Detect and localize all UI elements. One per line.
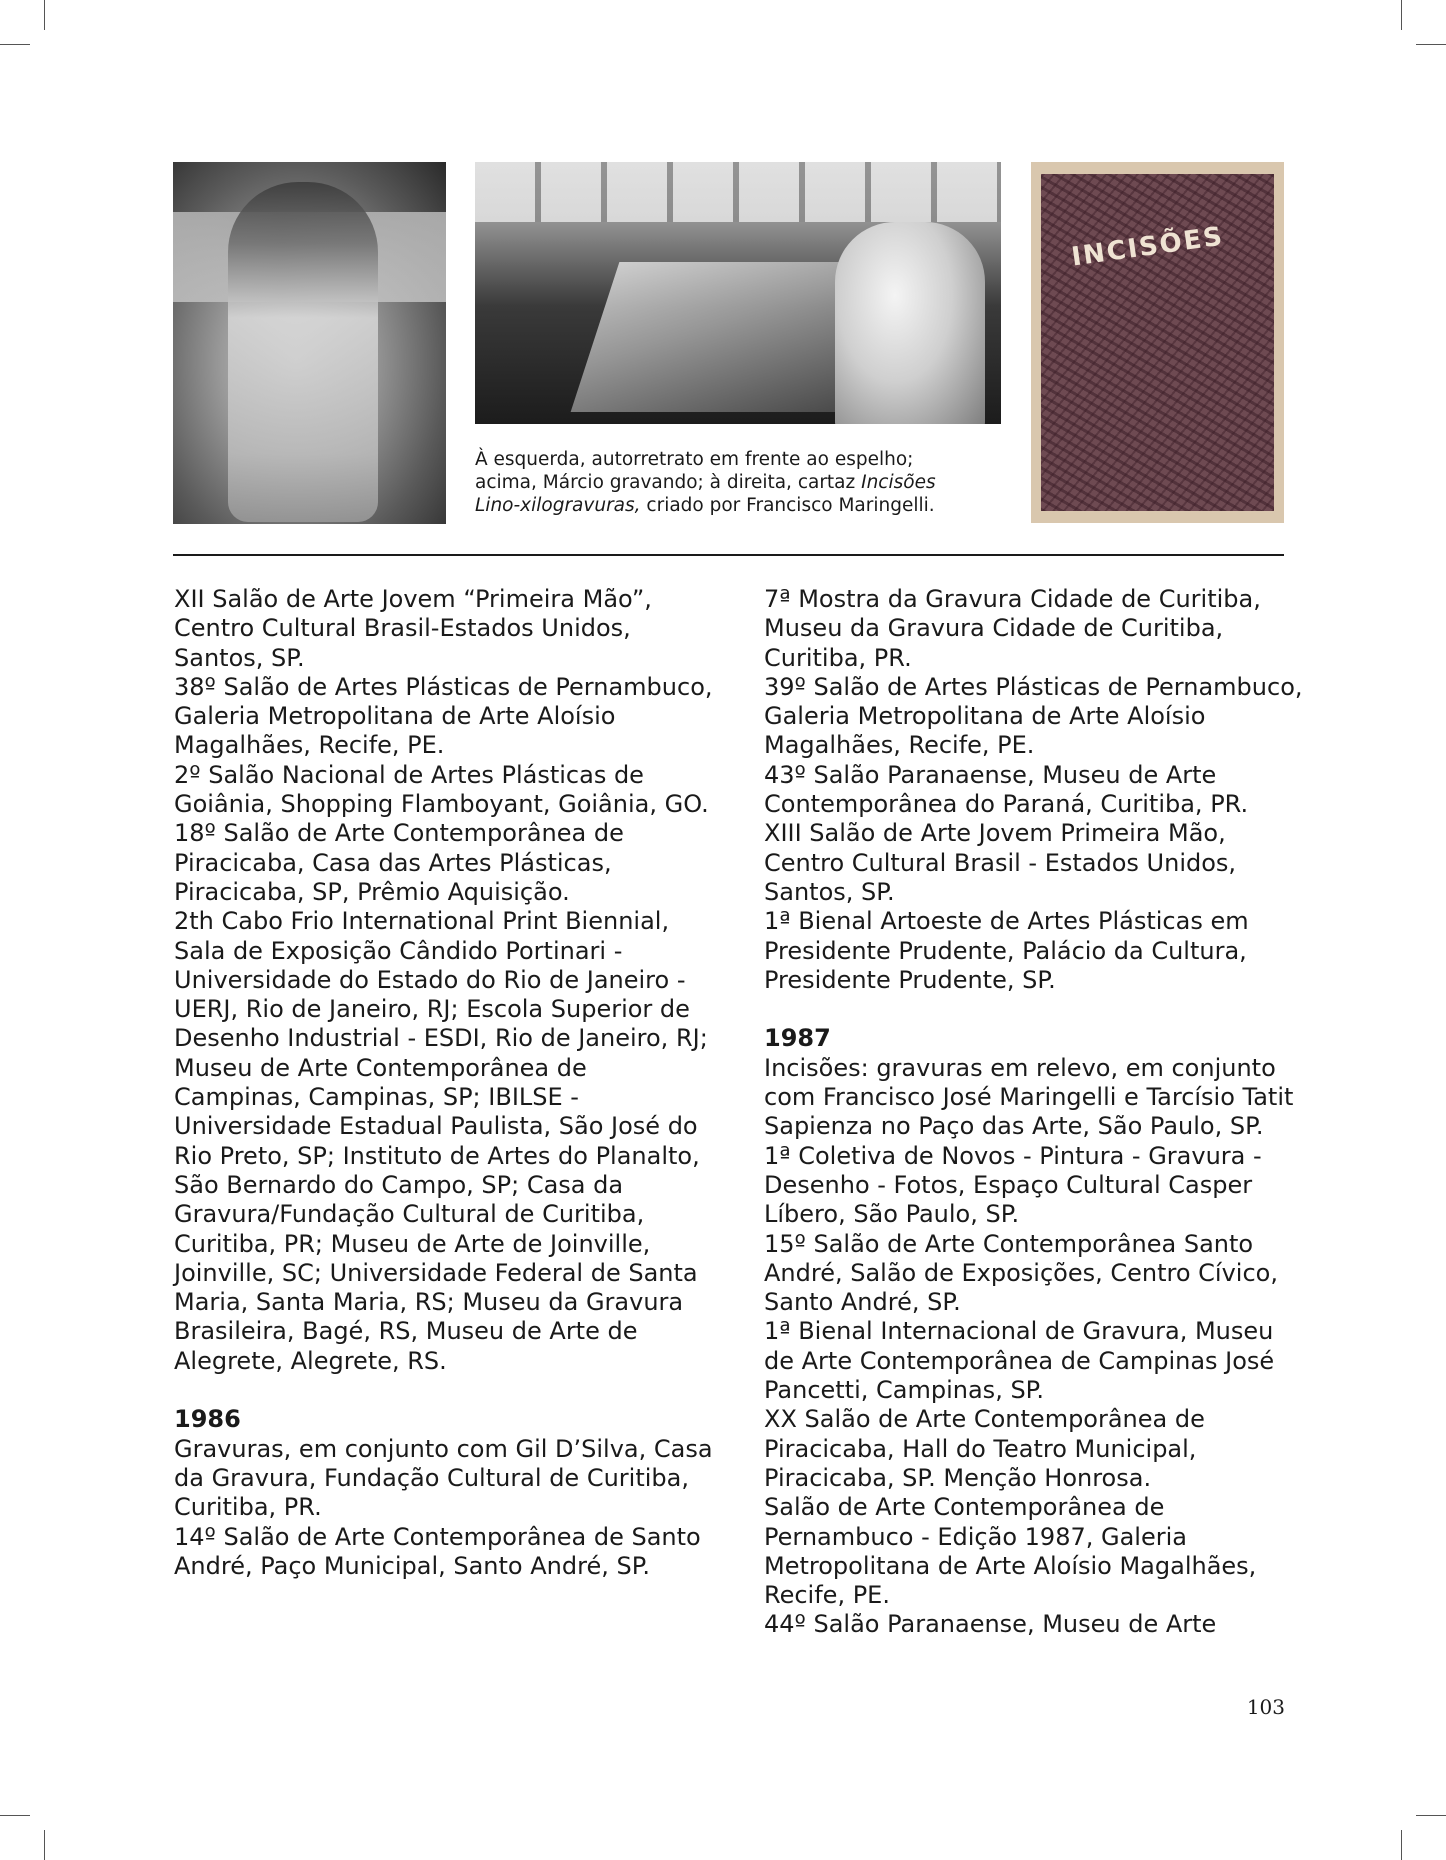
exhibition-entry: XIII Salão de Arte Jovem Primeira Mão, Centro Cultural Brasil - Estados Unidos, Santos, SP. bbox=[764, 819, 1237, 906]
caption-line: À esquerda, autorretrato em frente ao espelho; bbox=[475, 449, 914, 470]
right-column bbox=[764, 585, 1304, 1640]
crop-mark bbox=[44, 1830, 45, 1860]
horizontal-rule bbox=[173, 554, 1284, 556]
self-portrait-photo bbox=[173, 162, 446, 524]
exhibition-entry: 2th Cabo Frio International Print Biennial, Sala de Exposição Cândido Portinari - Universidade do Estado do Rio de Janeiro - UERJ, Rio de Janeiro, RJ; Escola Superior de Desenho Industrial - ESDI, Rio de Janeiro, RJ; Museu de Arte Contemporânea de Campinas, Campinas, SP; IBILSE - Universidade Estadual Paulista, São José do Rio Preto, SP; Instituto de Artes do Planalto, São Bernardo do Campo, SP; Casa da Gravura/Fundação Cultural de Curitiba, Curitiba, PR; Museu de Arte de Joinville, Joinville, SC; Universidade Federal de Santa Maria, Santa Maria, RS; Museu da Gravura Brasileira, Bagé, RS, Museu de Arte de Alegrete, Alegrete, RS. bbox=[174, 907, 708, 1375]
year-heading: 1987 bbox=[764, 1024, 831, 1053]
spacer bbox=[174, 1376, 714, 1405]
crop-mark bbox=[0, 44, 30, 45]
exhibition-entry: 44º Salão Paranaense, Museu de Arte bbox=[764, 1610, 1217, 1639]
caption-line bbox=[475, 494, 1005, 517]
crop-mark bbox=[0, 1815, 30, 1816]
poster-print bbox=[1041, 174, 1274, 511]
exhibition-entry: 39º Salão de Artes Plásticas de Pernambuco, Galeria Metropolitana de Arte Aloísio Magalhães, Recife, PE. bbox=[764, 672, 1303, 760]
exhibition-entry: 1ª Coletiva de Novos - Pintura - Gravura - Desenho - Fotos, Espaço Cultural Casper Líbero, São Paulo, SP. bbox=[764, 1141, 1262, 1229]
engraving-photo bbox=[475, 162, 1001, 424]
crop-mark bbox=[1401, 0, 1402, 30]
spacer bbox=[764, 995, 1304, 1024]
exhibition-entry: 15º Salão de Arte Contemporânea Santo André, Salão de Exposições, Centro Cívico, Santo André, SP. bbox=[764, 1229, 1278, 1317]
exhibition-entry: 14º Salão de Arte Contemporânea de Santo André, Paço Municipal, Santo André, SP. bbox=[174, 1522, 701, 1580]
exhibition-entry: 1ª Bienal Artoeste de Artes Plásticas em Presidente Prudente, Palácio da Cultura, Presidente Prudente, SP. bbox=[764, 907, 1249, 994]
exhibition-entry: 18º Salão de Arte Contemporânea de Piracicaba, Casa das Artes Plásticas, Piracicaba, SP, Prêmio Aquisição. bbox=[174, 819, 624, 906]
exhibition-entry: Gravuras, em conjunto com Gil D’Silva, Casa da Gravura, Fundação Cultural de Curitiba, Curitiba, PR. bbox=[174, 1434, 713, 1522]
exhibition-entry: XII Salão de Arte Jovem “Primeira Mão”, Centro Cultural Brasil-Estados Unidos, Santos, SP. bbox=[174, 585, 652, 672]
page-number: 103 bbox=[1246, 1695, 1285, 1719]
caption-text: acima, Márcio gravando; à direita, cartaz bbox=[475, 472, 862, 493]
photo-figure bbox=[228, 182, 378, 522]
photo-caption bbox=[475, 448, 1005, 517]
crop-mark bbox=[1401, 1830, 1402, 1860]
exhibition-entry: 1ª Bienal Internacional de Gravura, Museu de Arte Contemporânea de Campinas José Pancetti, Campinas, SP. bbox=[764, 1317, 1275, 1405]
exhibition-entry: 7ª Mostra da Gravura Cidade de Curitiba, Museu da Gravura Cidade de Curitiba, Curitiba, PR. bbox=[764, 585, 1261, 672]
exhibition-entry: 2º Salão Nacional de Artes Plásticas de Goiânia, Shopping Flamboyant, Goiânia, GO. bbox=[174, 760, 709, 819]
caption-italic: Incisões bbox=[861, 472, 936, 493]
photo-window-panel bbox=[475, 162, 1001, 222]
caption-text: criado por Francisco Maringelli. bbox=[640, 495, 935, 516]
photo-artist bbox=[835, 222, 985, 424]
caption-italic: Lino-xilogravuras, bbox=[475, 495, 641, 516]
left-column bbox=[174, 585, 714, 1581]
exhibition-entry: 38º Salão de Artes Plásticas de Pernambuco, Galeria Metropolitana de Arte Aloísio Magalhães, Recife, PE. bbox=[174, 672, 713, 760]
poster-image bbox=[1031, 162, 1284, 523]
caption-line bbox=[475, 471, 1005, 494]
year-heading: 1986 bbox=[174, 1405, 241, 1434]
crop-mark bbox=[1416, 1815, 1446, 1816]
exhibition-entry: XX Salão de Arte Contemporânea de Piracicaba, Hall do Teatro Municipal, Piracicaba, SP. Menção Honrosa. bbox=[764, 1405, 1205, 1492]
crop-mark bbox=[44, 0, 45, 30]
poster-title: INCISÕES bbox=[1069, 221, 1226, 273]
crop-mark bbox=[1416, 44, 1446, 45]
exhibition-entry: 43º Salão Paranaense, Museu de Arte Contemporânea do Paraná, Curitiba, PR. bbox=[764, 760, 1249, 819]
exhibition-entry: Incisões: gravuras em relevo, em conjunto com Francisco José Maringelli e Tarcísio Tatit Sapienza no Paço das Arte, São Paulo, SP. bbox=[764, 1053, 1294, 1141]
exhibition-entry: Salão de Arte Contemporânea de Pernambuco - Edição 1987, Galeria Metropolitana de Arte Aloísio Magalhães, Recife, PE. bbox=[764, 1493, 1257, 1610]
